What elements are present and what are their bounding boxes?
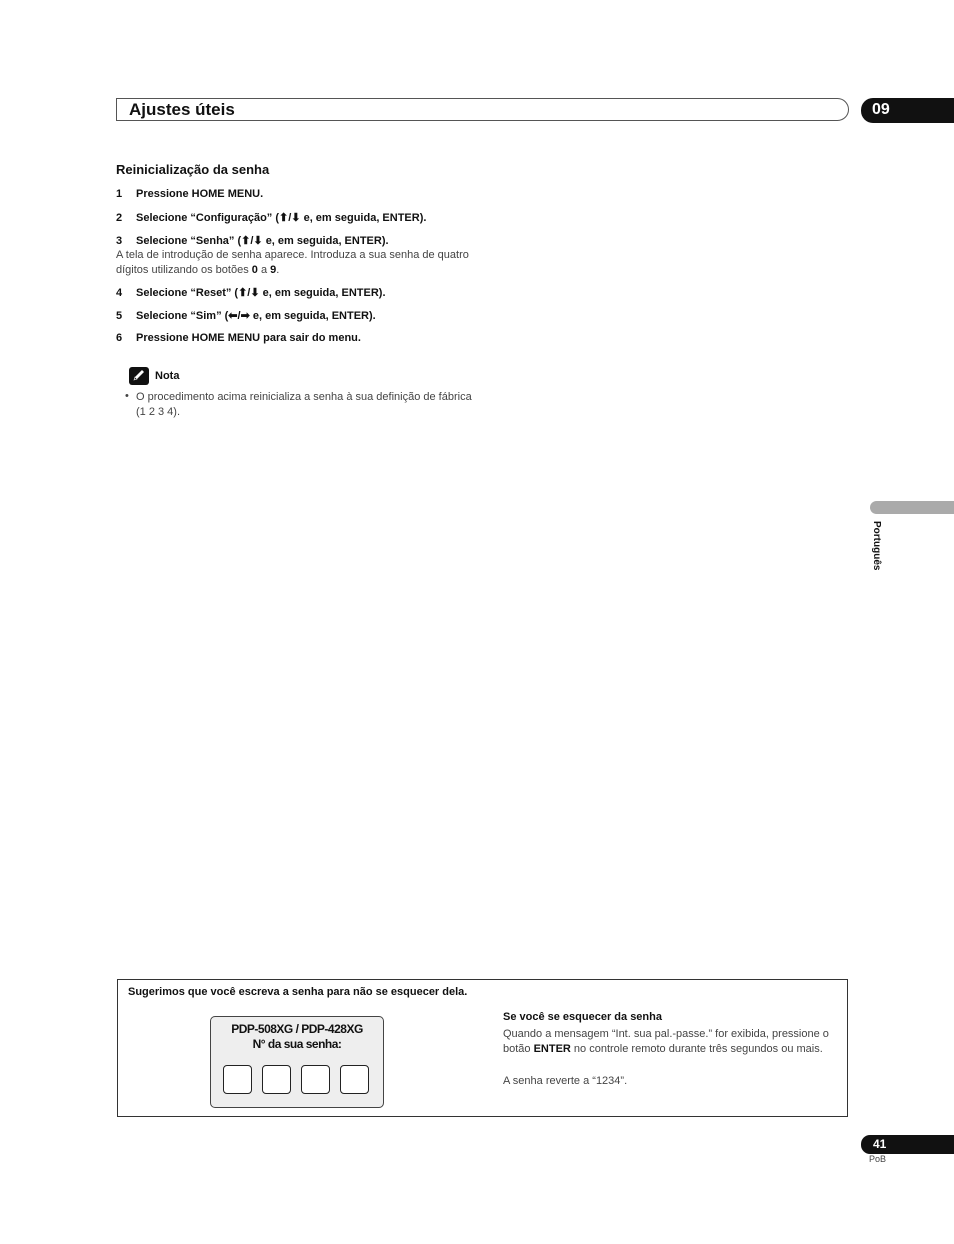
bullet: • bbox=[125, 390, 129, 402]
page-number-tab bbox=[861, 1135, 954, 1154]
step-4 bbox=[116, 286, 386, 299]
step-2 bbox=[116, 211, 426, 224]
nota-text: O procedimento acima reinicializa a senha à sua definição de fábrica (1 2 3 4). bbox=[136, 391, 472, 418]
pencil-note-icon bbox=[129, 367, 149, 385]
step-number: 2 bbox=[116, 212, 123, 224]
step-1 bbox=[116, 188, 263, 200]
password-digit-box bbox=[262, 1065, 291, 1094]
card-label: N° da sua senha: bbox=[252, 1037, 342, 1051]
step-5 bbox=[116, 309, 376, 322]
chapter-tab bbox=[861, 98, 954, 123]
forget-text-part: Quando a mensagem “Int. sua pal.-passe.” for exibida, pressione o botão bbox=[503, 1028, 829, 1055]
step-text: Selecione “Senha” (⬆/⬇ e, em seguida, ENTER). bbox=[136, 235, 389, 247]
password-memo-box bbox=[117, 979, 848, 1117]
header-bar bbox=[116, 98, 849, 121]
nota-label: Nota bbox=[155, 370, 180, 382]
language-label: Português bbox=[871, 521, 882, 571]
step-number: 1 bbox=[116, 188, 123, 200]
desc-text: a bbox=[257, 264, 271, 276]
language-code: PoB bbox=[869, 1154, 887, 1164]
step-number: 4 bbox=[116, 287, 123, 299]
desc-bold-nine: 9 bbox=[270, 264, 277, 276]
step-number: 3 bbox=[116, 235, 123, 247]
revert-text: A senha reverte a “1234”. bbox=[503, 1075, 628, 1087]
forget-heading: Se você se esquecer da senha bbox=[503, 1011, 662, 1023]
step-text: Selecione “Reset” (⬆/⬇ e, em seguida, ENTER). bbox=[136, 287, 386, 299]
step-text: Selecione “Configuração” (⬆/⬇ e, em seguida, ENTER). bbox=[136, 212, 427, 224]
page-title: Ajustes úteis bbox=[129, 100, 235, 119]
step-3 bbox=[116, 234, 389, 247]
page-number: 41 bbox=[873, 1137, 887, 1151]
step-text: Pressione HOME MENU para sair do menu. bbox=[136, 332, 361, 344]
desc-text: . bbox=[276, 264, 280, 276]
desc-text: A tela de introdução de senha aparece. Introduza a sua senha de quatro dígitos utilizando os botões bbox=[116, 249, 469, 276]
desc-bold-zero: 0 bbox=[251, 264, 258, 276]
password-digit-box bbox=[301, 1065, 330, 1094]
step-3-description bbox=[116, 248, 486, 278]
step-number: 6 bbox=[116, 332, 123, 344]
forget-text-part: no controle remoto durante três segundos ou mais. bbox=[570, 1043, 823, 1055]
password-digit-box bbox=[340, 1065, 369, 1094]
step-text: Pressione HOME MENU. bbox=[136, 188, 264, 200]
step-number: 5 bbox=[116, 310, 123, 322]
section-heading: Reinicialização da senha bbox=[116, 162, 270, 177]
card-model: PDP-508XG / PDP-428XG bbox=[231, 1022, 363, 1036]
password-digit-box bbox=[223, 1065, 252, 1094]
chapter-number: 09 bbox=[872, 101, 890, 118]
forget-text bbox=[503, 1027, 833, 1057]
step-6 bbox=[116, 332, 361, 344]
box-title: Sugerimos que você escreva a senha para não se esquecer dela. bbox=[128, 986, 468, 998]
enter-key-label: ENTER bbox=[533, 1043, 571, 1055]
password-card bbox=[210, 1016, 384, 1108]
language-tab bbox=[870, 501, 954, 514]
step-text: Selecione “Sim” (⬅/➡ e, em seguida, ENTER). bbox=[136, 310, 376, 322]
